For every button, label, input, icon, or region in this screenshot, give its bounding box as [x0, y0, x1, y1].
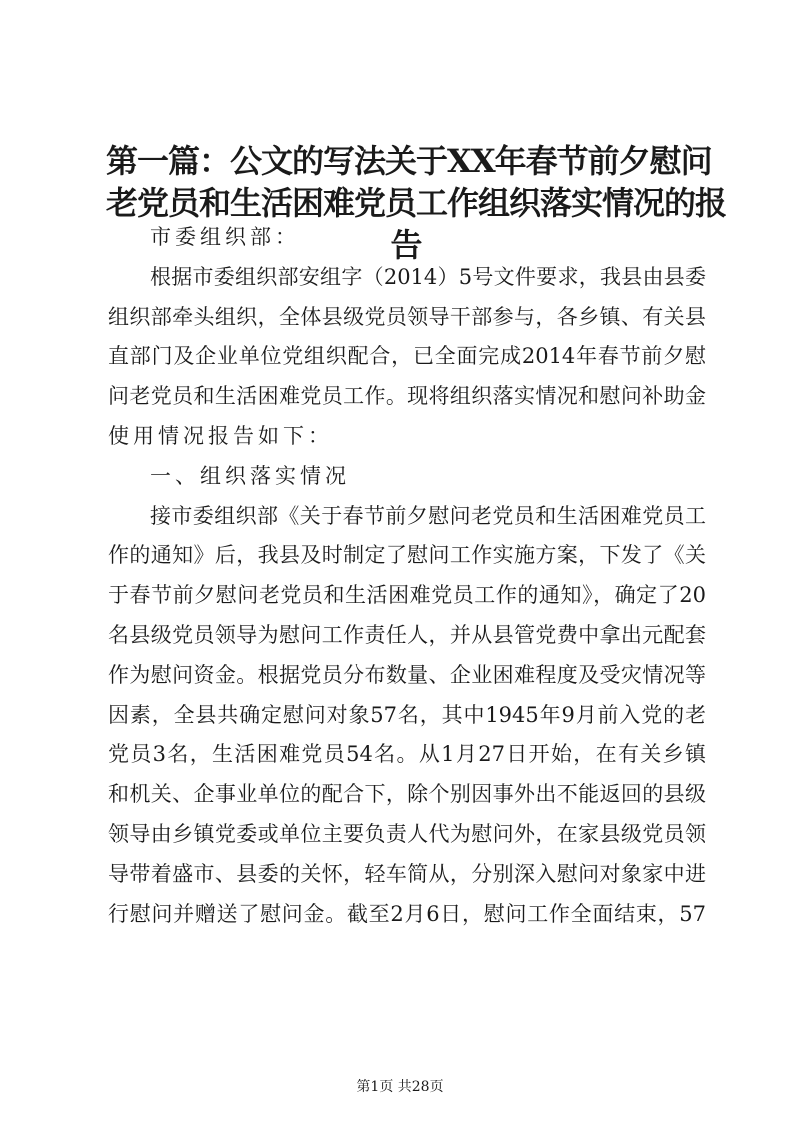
page-footer: 第1页 共28页: [356, 1079, 444, 1095]
body-line: 作的通知》后，我县及时制定了慰问工作实施方案，下发了《关: [108, 543, 706, 568]
salutation: 市委组织部：: [150, 225, 300, 249]
body-line: 使用情况报告如下：: [108, 423, 333, 448]
body-line: 行慰问并赠送了慰问金。截至2月6日，慰问工作全面结束，57: [108, 901, 706, 926]
body-line: 因素，全县共确定慰问对象57名，其中1945年9月前入党的老: [108, 702, 706, 727]
title-line: 第一篇：公文的写法关于XX年春节前夕慰问: [106, 142, 712, 180]
body-line: 和机关、企事业单位的配合下，除个别因事外出不能返回的县级: [108, 782, 706, 807]
body-line: 根据市委组织部安组字（2014）5号文件要求，我县由县委: [150, 264, 706, 289]
body-line: 党员3名，生活困难党员54名。从1月27日开始，在有关乡镇: [108, 742, 706, 767]
title-line: 告: [390, 226, 422, 264]
section-heading: 一、组织落实情况: [150, 463, 350, 488]
body-line: 问老党员和生活困难党员工作。现将组织落实情况和慰问补助金: [108, 384, 706, 409]
body-line: 组织部牵头组织，全体县级党员领导干部参与，各乡镇、有关县: [108, 304, 706, 329]
body-line: 名县级党员领导为慰问工作责任人，并从县管党费中拿出元配套: [108, 622, 706, 647]
body-line: 于春节前夕慰问老党员和生活困难党员工作的通知》，确定了20: [108, 583, 706, 608]
body-line: 作为慰问资金。根据党员分布数量、企业困难程度及受灾情况等: [108, 662, 706, 687]
body-line: 导带着盛市、县委的关怀，轻车简从，分别深入慰问对象家中进: [108, 861, 706, 886]
body-line: 领导由乡镇党委或单位主要负责人代为慰问外，在家县级党员领: [108, 821, 706, 846]
title-line: 老党员和生活困难党员工作组织落实情况的报: [106, 184, 727, 222]
body-line: 直部门及企业单位党组织配合，已全面完成2014年春节前夕慰: [108, 344, 706, 369]
body-line: 接市委组织部《关于春节前夕慰问老党员和生活困难党员工: [150, 503, 706, 528]
document-body: [108, 218, 706, 934]
